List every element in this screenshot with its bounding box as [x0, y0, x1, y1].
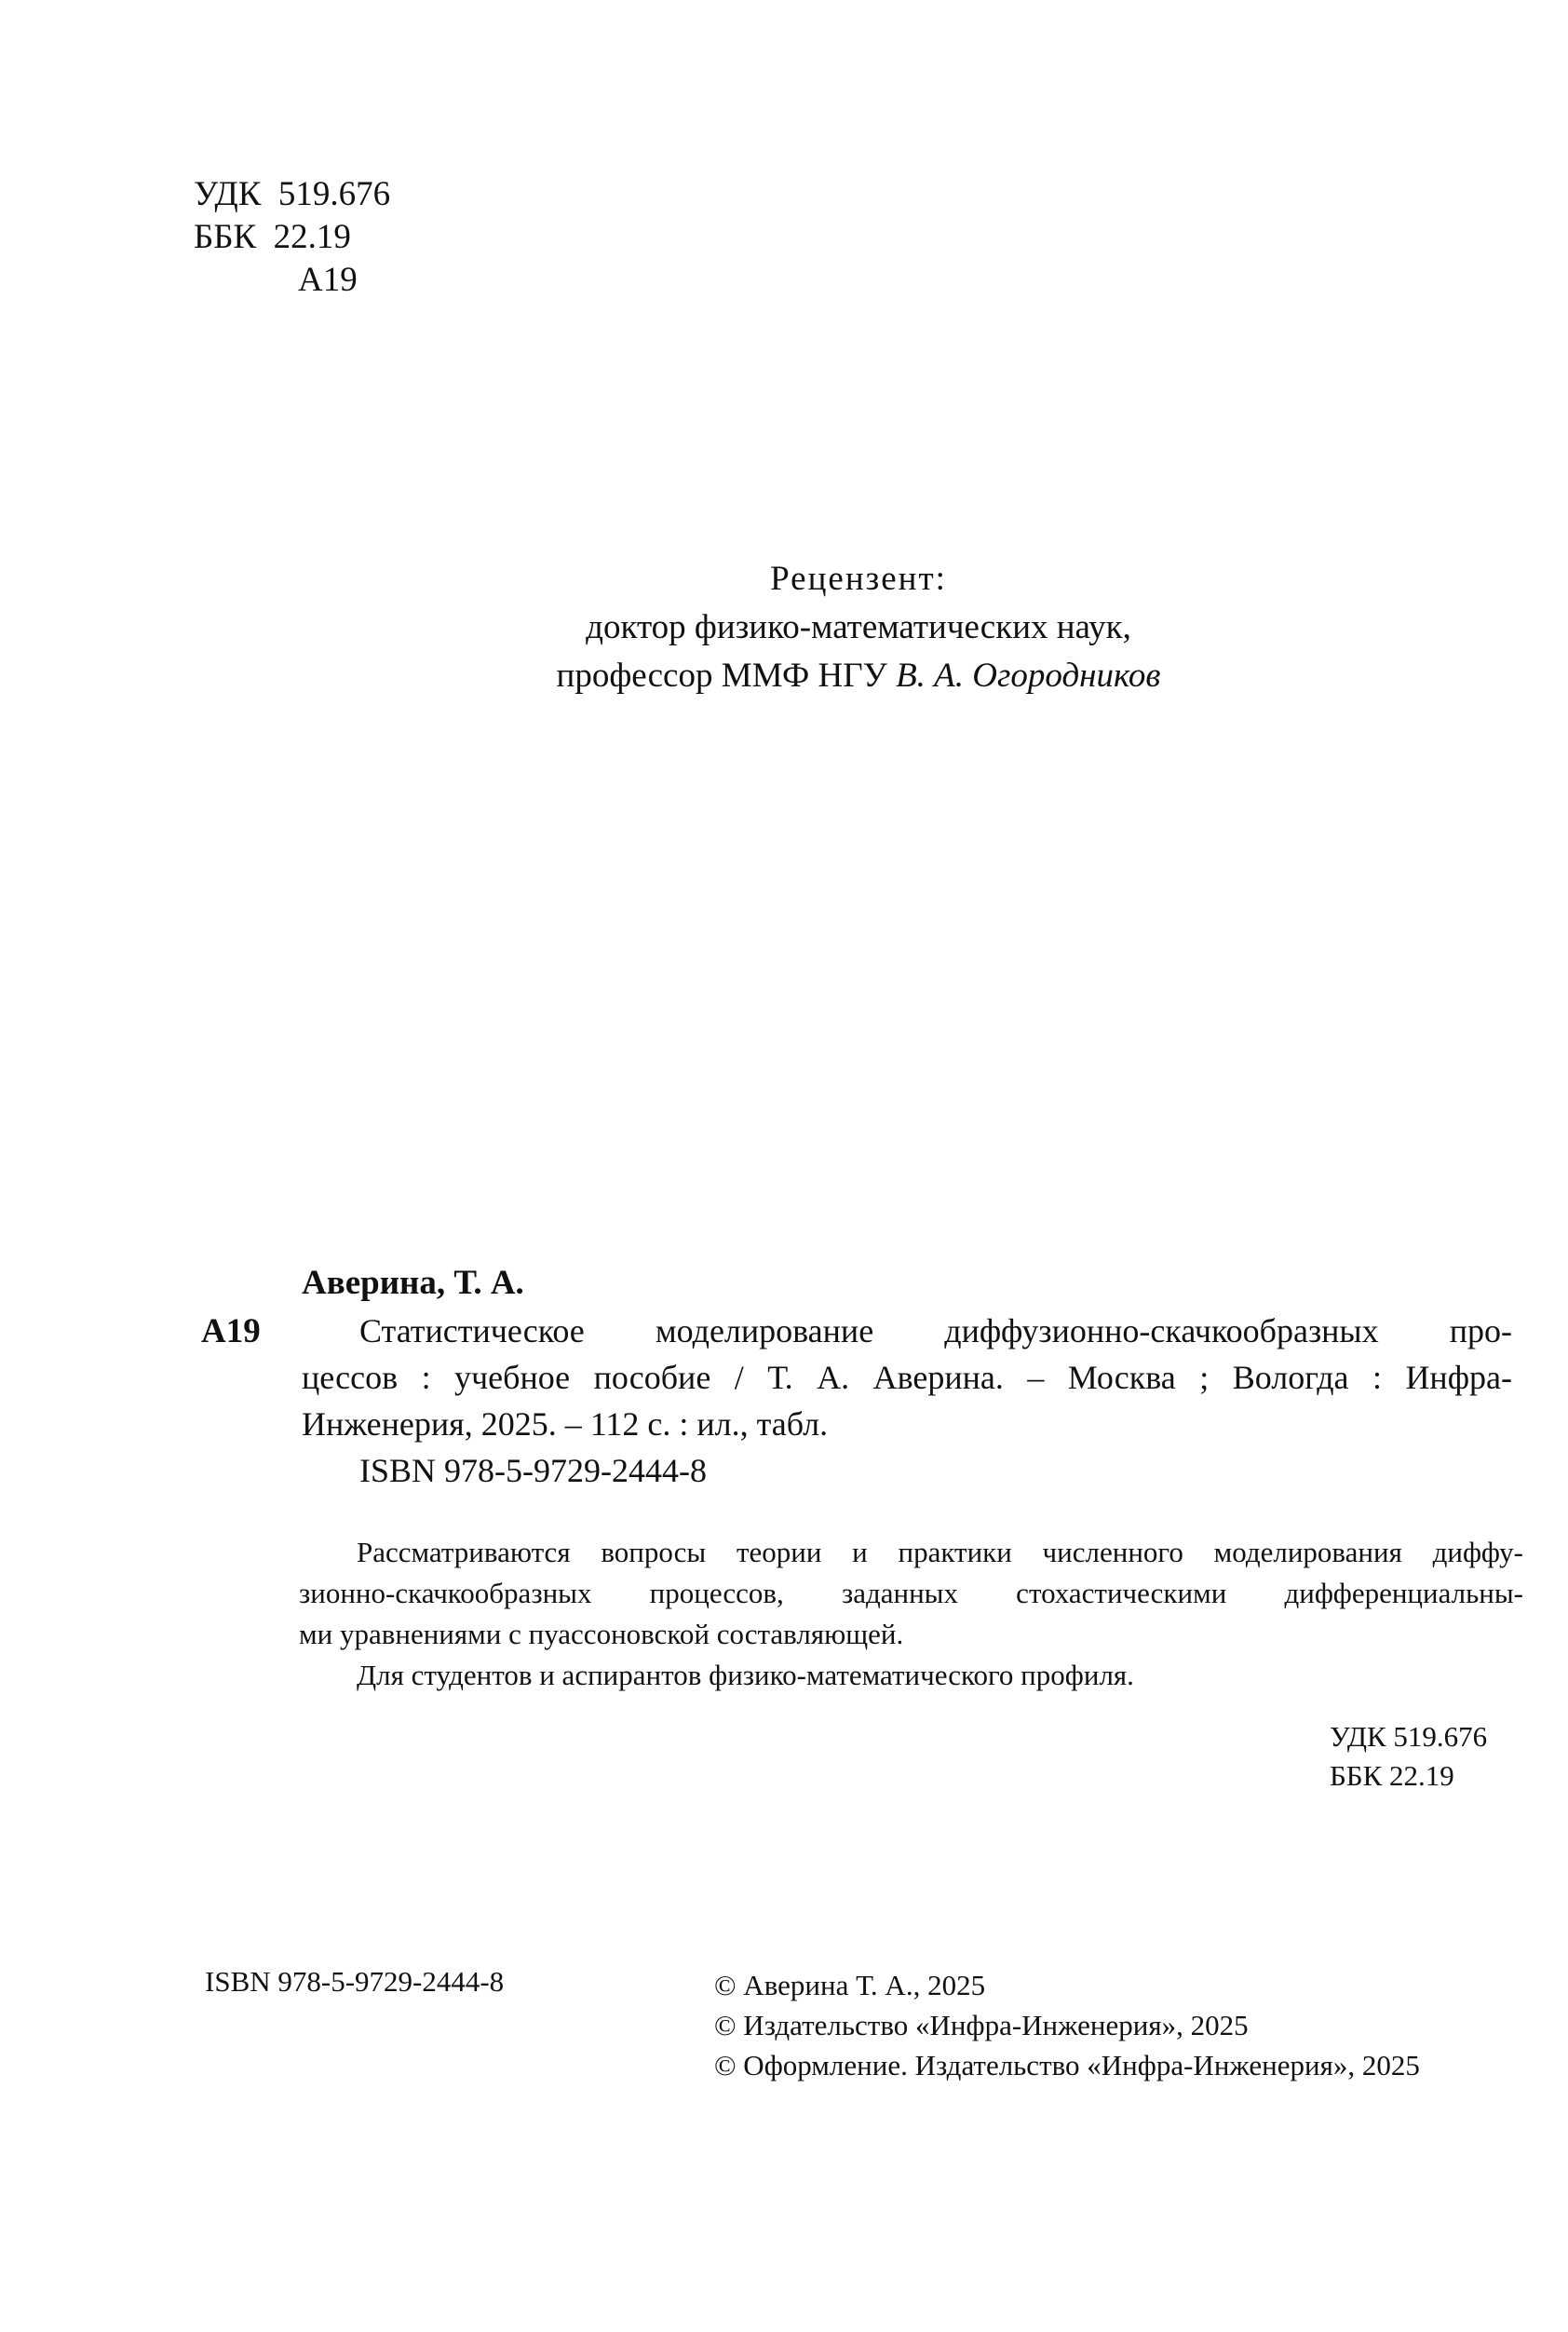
- reviewer-title: профессор ММФ НГУ: [556, 657, 897, 695]
- reviewer-name: В. А. Огородников: [896, 657, 1161, 695]
- reviewer-degree: доктор физико-математических наук,: [586, 608, 1131, 646]
- record-code: А19: [201, 1312, 261, 1350]
- reviewer-block: [372, 555, 1345, 700]
- description-line: Инженерия, 2025. – 112 с. : ил., табл.: [302, 1405, 829, 1443]
- abstract-line: Рассматриваются вопросы теории и практики численного моделирования диффу-: [357, 1536, 1523, 1568]
- abstract-audience: Для студентов и аспирантов физико-математического профиля.: [357, 1659, 1134, 1691]
- copyright-line: © Аверина Т. А., 2025: [714, 1969, 986, 2001]
- abstract-line: зионно-скачкообразных процессов, заданных стохастическими дифференциальны-: [299, 1577, 1523, 1609]
- author-mark: А19: [298, 261, 358, 299]
- bibliographic-description: [302, 1308, 1512, 1494]
- copyright-line: © Издательство «Инфра-Инженерия», 2025: [714, 2009, 1249, 2041]
- description-line: Статистическое моделирование диффузионно-скачкообразных про-: [359, 1312, 1512, 1349]
- header-classification: [194, 173, 390, 302]
- copyright-line: © Оформление. Издательство «Инфра-Инженерия», 2025: [714, 2049, 1420, 2081]
- record-author: Аверина, Т. А.: [302, 1264, 524, 1302]
- copyright-block: [714, 1965, 1420, 2085]
- udk-code: УДК 519.676: [194, 175, 391, 213]
- classification-codes: [1330, 1717, 1487, 1796]
- abstract-line: ми уравнениями с пуассоновской составляющей.: [299, 1618, 904, 1650]
- udk-code-2: УДК 519.676: [1330, 1720, 1488, 1753]
- bbk-code-2: ББК 22.19: [1330, 1759, 1454, 1792]
- bbk-code: ББК 22.19: [194, 218, 351, 256]
- reviewer-position: [372, 652, 1345, 700]
- abstract: [299, 1532, 1523, 1696]
- record-isbn: ISBN 978-5-9729-2444-8: [359, 1452, 707, 1489]
- description-line: цессов : учебное пособие / Т. А. Аверина. – Москва ; Вологда : Инфра-: [302, 1359, 1512, 1396]
- reviewer-label: Рецензент:: [770, 560, 947, 598]
- footer-isbn: ISBN 978-5-9729-2444-8: [205, 1965, 505, 1998]
